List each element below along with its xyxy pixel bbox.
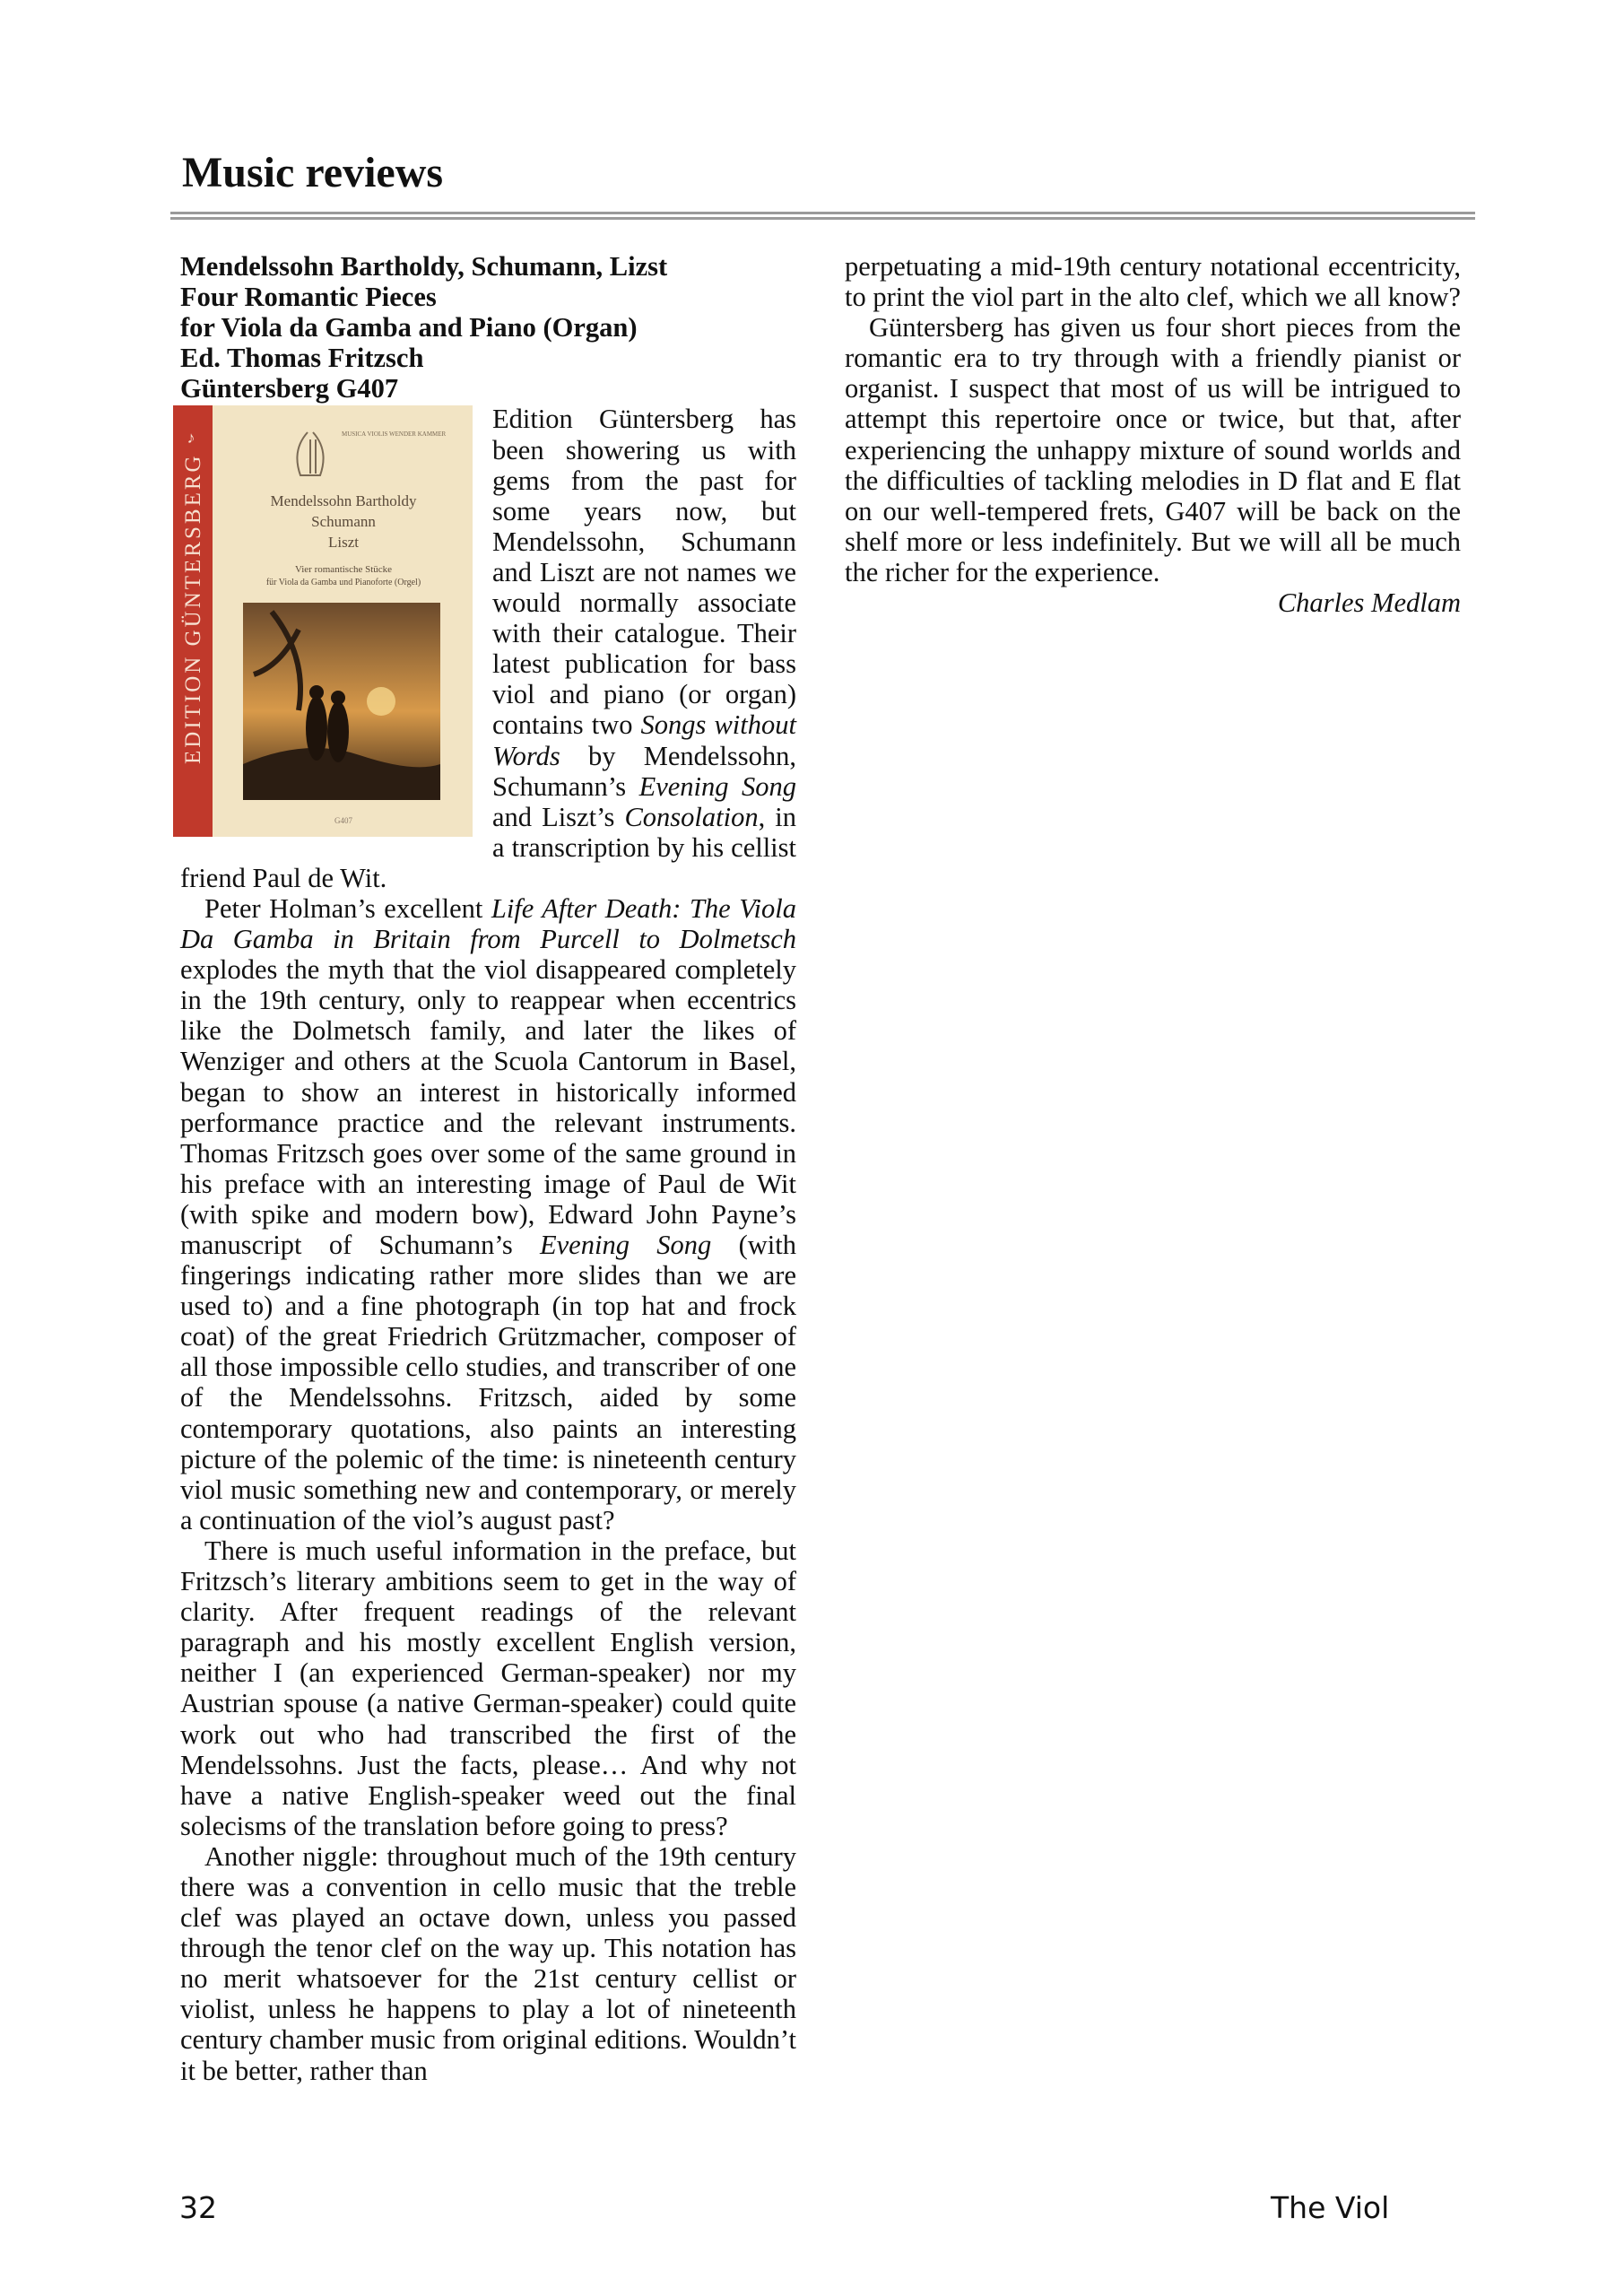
review-heading-title: Four Romantic Pieces bbox=[180, 282, 437, 313]
cover-composer-3: Liszt bbox=[328, 534, 359, 552]
header-rule-bottom bbox=[170, 217, 1475, 220]
review-heading-instrumentation: for Viola da Gamba and Piano (Organ) bbox=[180, 312, 638, 344]
journal-name: The Viol bbox=[1271, 2190, 1390, 2225]
svg-text:♪: ♪ bbox=[187, 429, 195, 448]
cover-spine-text: EDITION GÜNTERSBERG bbox=[181, 453, 205, 765]
review-heading-composers: Mendelssohn Bartholdy, Schumann, Lizst bbox=[180, 251, 668, 282]
cover-painting bbox=[243, 603, 440, 800]
page-number: 32 bbox=[179, 2190, 217, 2225]
paragraph-preface: There is much useful information in the preface, but Fritzsch’s literary ambitions seem to get in the way of clarity. After frequent readings of the relevant paragraph and his mostly excellent English version, neither I (an experienced German-speaker) nor my Austrian spouse (a native German-speaker) could quite work out who had transcribed the first of the Mendelssohns. Just the facts, please… And why not have a native English-speaker weed out the final solecisms of the translation before going to press? bbox=[180, 1535, 796, 1841]
paragraph-notation: Another niggle: throughout much of the 19th century there was a convention in cello music that the treble clef was played an octave down, unless you passed through the tenor clef on the way up. This notation has no merit whatsoever for the 21st century cellist or violist, unless he happens to play a lot of nineteenth century chamber music from original editions. Wouldn’t it be better, rather than bbox=[180, 1840, 796, 2086]
left-column bbox=[180, 251, 796, 2086]
score-cover-image bbox=[173, 405, 473, 837]
cover-composer-2: Schumann bbox=[311, 513, 376, 531]
review-heading-publisher: Güntersberg G407 bbox=[180, 373, 399, 404]
section-title: Music reviews bbox=[182, 149, 444, 196]
cover-series-text: MUSICA VIOLIS WENDER KAMMER bbox=[342, 430, 447, 439]
header-rule-top bbox=[170, 212, 1475, 214]
cover-subtitle-1: Vier romantische Stücke bbox=[294, 564, 393, 576]
reviewer-signature: Charles Medlam bbox=[1277, 587, 1461, 619]
paragraph-history: Peter Holman’s excellent Life After Death: The Viola Da Gamba in Britain from Purcell to Dolmetsch explodes the myth that the viol disappeared completely in the 19th century, only to reappear when eccentrics like the Dolmetsch family, and later the likes of Wenziger and others at the Scuola Cantorum in Basel, began to show an interest in historically informed performance practice and the relevant instruments. Thomas Fritzsch goes over some of the same ground in his preface with an interesting image of Paul de Wit (with spike and modern bow), Edward John Payne’s manuscript of Schumann’s Evening Song (with fingerings indicating rather more slides than we are used to) and a fine photograph (in top hat and frock coat) of the great Friedrich Grützmacher, composer of all those impossible cello studies, and transcriber of one of the Mendelssohns. Fritzsch, aided by some contemporary quotations, also paints an interesting picture of the polemic of the time: is nineteenth century viol music something new and contemporary, or merely a continuation of the viol’s august past? bbox=[180, 892, 797, 1535]
paragraph-notation-continued: perpetuating a mid-19th century notational eccentricity, to print the viol part in the alto clef, which we all know? bbox=[845, 251, 1461, 313]
cover-composer-1: Mendelssohn Bartholdy bbox=[270, 492, 417, 510]
cover-catalogue-number: G407 bbox=[334, 816, 352, 826]
review-heading-editor: Ed. Thomas Fritzsch bbox=[180, 343, 424, 374]
paragraph-intro: Edition Güntersberg has been showering us with gems from the past for some years now, but Mendelssohn, Schumann and Liszt are not names we would normally associate with their catalogue. Their latest publication for bass viol and piano (or organ) contains two Songs without Words by Mendelssohn, Schumann’s Evening Song and Liszt’s Consolation, in a transcription by his cellist friend Paul de Wit. bbox=[180, 404, 796, 893]
right-column bbox=[845, 251, 1461, 618]
paragraph-conclusion: Güntersberg has given us four short pieces from the romantic era to try through with a friendly pianist or organist. I suspect that most of us will be intrigued to attempt this repertoire once or twice, but that, after experiencing the unhappy mixture of sound worlds and the difficulties of tackling melodies in D flat and E flat on our well-tempered frets, G407 will be back on the shelf more or less indefinitely. But we will all be much the richer for the experience. bbox=[845, 312, 1461, 587]
cover-subtitle-2: für Viola da Gamba und Pianoforte (Orgel) bbox=[265, 578, 421, 588]
